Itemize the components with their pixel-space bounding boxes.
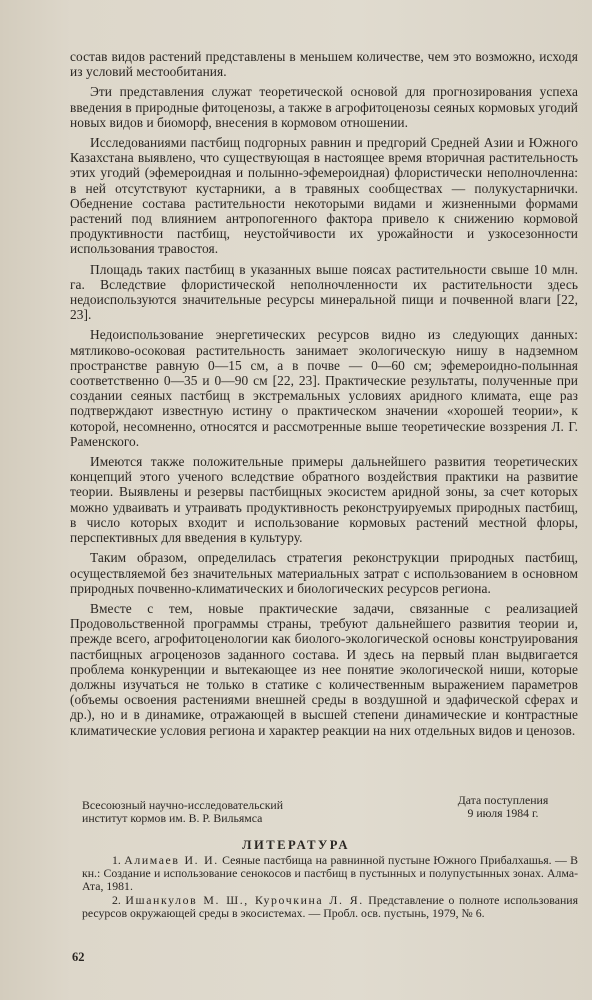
reference-list xyxy=(82,854,578,920)
reference-item xyxy=(82,854,578,894)
reference-authors: Ишанкулов М. Ш., Курочкина Л. Я. xyxy=(125,892,364,907)
paragraph: Имеются также положительные примеры дальнейшего развития теоретических концепций этого ученого вследствие обратного воздействия практики на развитие теории. Выявлены и резервы пастбищных экосистем аридной зоны, за счет которых можно удваивать и утраивать продуктивность реконструируемых природных пастбищ, в число которых входит и использование кормовых растений местной флоры, перспективных для введения в культуру. xyxy=(70,454,578,546)
paragraph: Площадь таких пастбищ в указанных выше поясах растительности свыше 10 млн. га. Вследствие флористической неполночленности их растительности здесь недоиспользуются значительные ресурсы минеральной пищи и почвенной влаги [22, 23]. xyxy=(70,261,578,323)
paragraph: Таким образом, определилась стратегия реконструкции природных пастбищ, осуществляемой без значительных материальных затрат с использованием в основном природных почвенно-климатических и биологических ресурсов региона. xyxy=(70,550,578,596)
received-label: Дата поступления xyxy=(457,793,549,807)
paragraph: Вместе с тем, новые практические задачи, связанные с реализацией Продовольственной программы страны, требуют дальнейшего развития теории и, прежде всего, агрофитоценологии как биолого-экологической основы конструирования пастбищных агроценозов заданного состава. И здесь на первый план выдвигается проблема конкуренции и вытекающее из нее понятие экологической ниши, которые должны изучаться не только в статике с количественным выражением параметров (объемы освоения растениями внешней среды в воздушной и эдафической сферах и др.), но и в динамике, отражающей в высшей степени динамические и контрастные климатические условия региона и характер реакции на них отдельных видов и ценозов. xyxy=(70,600,578,738)
paragraph: состав видов растений представлены в меньшем количестве, чем это возможно, исходя из условий местообитания. xyxy=(70,49,578,80)
received-value: 9 июля 1984 г. xyxy=(467,806,539,820)
paragraph: Эти представления служат теоретической основой для прогнозирования успеха введения в природные фитоценозы, а также в агрофитоценозы сеяных кормовых угодий новых видов и биоморф, внесения в кормовом отношении. xyxy=(70,84,578,130)
reference-number: 2. xyxy=(112,892,121,907)
article-body xyxy=(70,49,578,738)
reference-authors: Алимаев И. И. xyxy=(124,853,219,867)
literature-heading: ЛИТЕРАТУРА xyxy=(242,838,350,852)
reference-text: Сеяные пастбища на равнинной пустыне Южного Прибалхашья. — В кн.: Создание и использование сенокосов и пастбищ в пустынных и полупустынных зонах. Алма-Ата, 1981. xyxy=(82,853,578,894)
page-number: 62 xyxy=(72,950,85,964)
received-date xyxy=(428,794,578,820)
reference-text: Представление о полноте использования ресурсов окружающей среды в экосистемах. — Пробл. осв. пустынь, 1979, № 6. xyxy=(82,892,578,920)
reference-number: 1. xyxy=(112,853,121,867)
paragraph: Исследованиями пастбищ подгорных равнин и предгорий Средней Азии и Южного Казахстана выявлено, что существующая в настоящее время вторичная растительность этих угодий (эфемероидная и полынно-эфемероидная) флористически неполночленна: в ней отсутствуют кустарники, а в травяных сообществах — полукустарнички. Обеднение состава растительности некоторыми видами и жизненными формами растений под влиянием антропогенного фактора привело к снижению кормовой продуктивности пастбищ, неустойчивости их урожайности и узкосезонности использования травостоя. xyxy=(70,135,578,257)
affiliation-line: Всесоюзный научно-исследовательский xyxy=(82,798,284,812)
paragraph: Недоиспользование энергетических ресурсов видно из следующих данных: мятликово-осоковая растительность занимает экологическую нишу в надземном пространстве равную 0—15 см, а в почве — 0—60 см; эфемероидно-полынная соответственно 0—35 и 0—90 см [22, 23]. Практические результаты, полученные при создании сеяных пастбищ в экстремальных условиях аридного климата, еще раз подтверждают известную истину о практическом значении «хорошей теории», к которой, несомненно, относятся и рассмотренные выше теоретические воззрения Л. Г. Раменского. xyxy=(70,327,578,449)
affiliation-line: институт кормов им. В. Р. Вильямса xyxy=(82,811,263,825)
reference-item xyxy=(82,894,578,920)
affiliation xyxy=(82,799,342,825)
